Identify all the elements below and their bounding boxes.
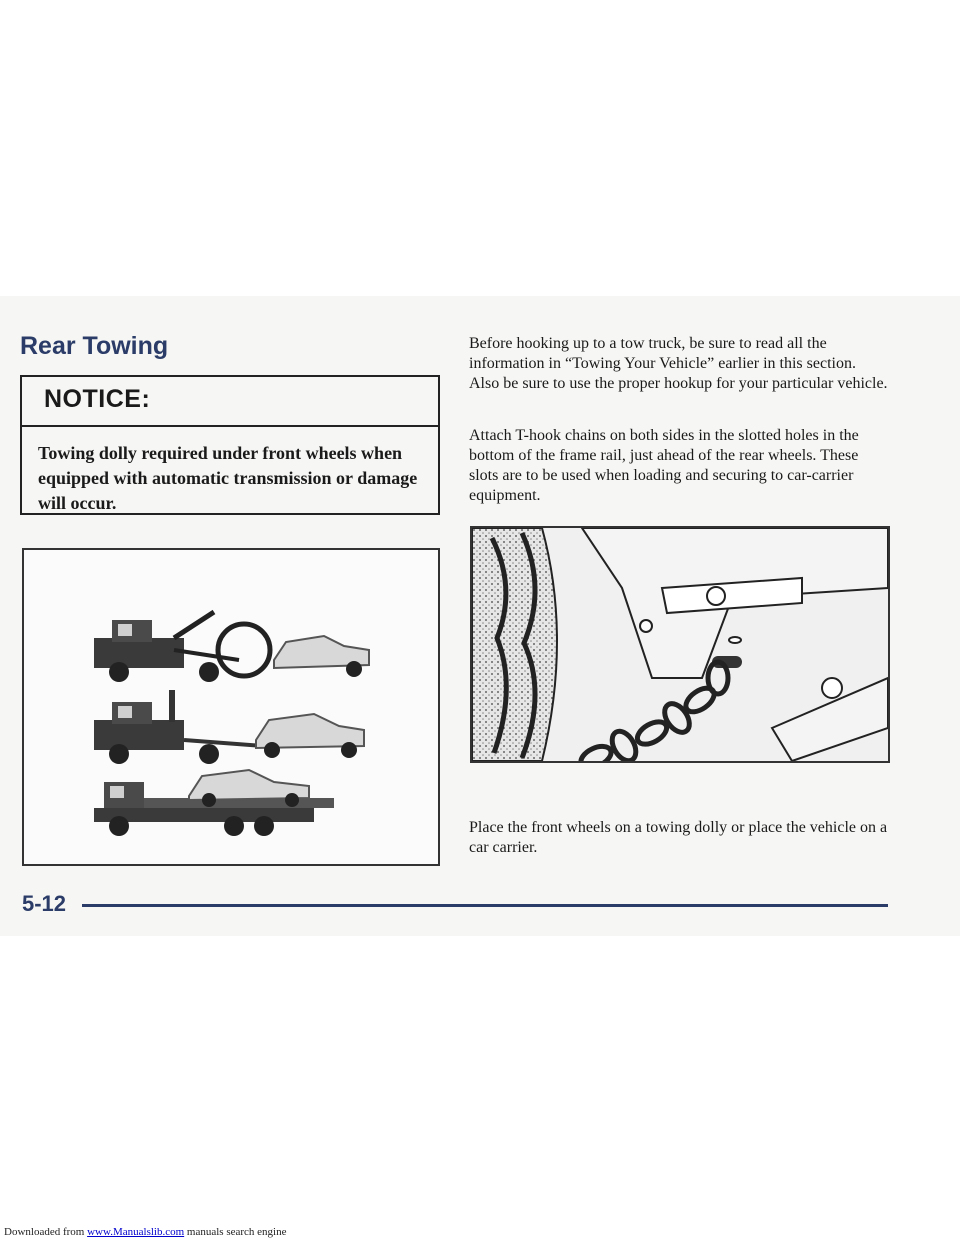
- paragraph-t-hook: Attach T-hook chains on both sides in the slotted holes in the bottom of the frame rail, just ahead of the rear wheels. These slots are to be used when loading and securing to car-carrier equipment.: [469, 427, 859, 504]
- tow-methods-figure: [22, 548, 440, 866]
- wheel-lift-tow-icon: [94, 612, 369, 682]
- footer-suffix: manuals search engine: [184, 1226, 287, 1238]
- tire-shape: [472, 528, 557, 761]
- notice-heading: NOTICE:: [22, 377, 438, 427]
- manualslib-link[interactable]: www.Manualslib.com: [87, 1226, 185, 1238]
- page-number: 5-12: [22, 891, 67, 916]
- section-title: Rear Towing: [20, 332, 169, 360]
- notice-box: [20, 375, 440, 515]
- tow-dolly-icon: [94, 690, 364, 764]
- footer-prefix: Downloaded from: [4, 1226, 88, 1238]
- car-carrier-icon: [94, 770, 334, 836]
- t-hook-chain-illustration-icon: [472, 528, 888, 761]
- footer-rule: [82, 904, 888, 907]
- download-footer: [4, 1226, 286, 1238]
- t-hook-figure: [470, 526, 890, 763]
- notice-body: Towing dolly required under front wheels when equipped with automatic transmission or damage will occur.: [38, 443, 418, 513]
- paragraph-dolly-carrier: Place the front wheels on a towing dolly or place the vehicle on a car carrier.: [469, 819, 888, 856]
- paragraph-intro: Before hooking up to a tow truck, be sure to read all the information in “Towing Your Vehicle” earlier in this section. Also be sure to use the proper hookup for your particular vehicle.: [469, 335, 888, 392]
- tow-methods-illustration-icon: [24, 550, 438, 864]
